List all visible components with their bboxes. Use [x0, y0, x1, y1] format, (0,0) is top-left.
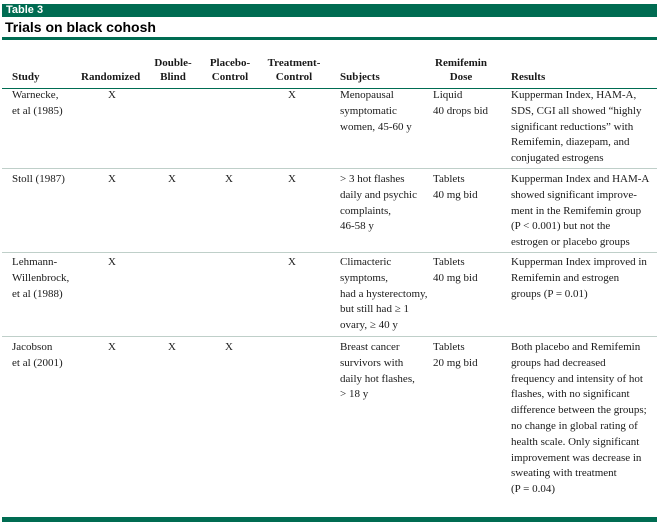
table-title: Trials on black cohosh: [5, 19, 156, 35]
row-3-subjects: Climacteric symptoms, had a hysterectomy, but still had ≥ 1 ovary, ≥ 40 y: [340, 256, 428, 332]
row-2-treatment-control: X: [288, 173, 296, 185]
row-1-study: Warnecke, et al (1985): [12, 89, 63, 117]
row-3-treatment-control: X: [288, 256, 296, 268]
row-4-placebo-control: X: [225, 341, 233, 353]
row-2-placebo-control: X: [225, 173, 233, 185]
row-divider: [2, 252, 657, 253]
row-3-dose: Tablets 40 mg bid: [433, 256, 478, 284]
row-4-results: Both placebo and Remifemin groups had decreased frequency and intensity of hot flashes, with no significant difference between the groups; no change in global rating of health scale. Only significant improvement was decrease in sweating with treatment (P = 0.04): [511, 341, 647, 496]
header-placebo-control: Placebo- Control: [209, 57, 251, 83]
row-1-results: Kupperman Index, HAM-A, SDS, CGI all showed “highly significant reductions” with Remifemin, diazepam, and conjugated estrogens: [511, 89, 642, 165]
header-study: Study: [12, 71, 40, 83]
row-2-subjects: > 3 hot flashes daily and psychic complaints, 46-58 y: [340, 173, 417, 233]
row-4-double-blind: X: [168, 341, 176, 353]
row-4-randomized: X: [108, 341, 116, 353]
row-3-randomized: X: [108, 256, 116, 268]
header-double-blind: Double- Blind: [154, 57, 192, 83]
row-1-dose: Liquid 40 drops bid: [433, 89, 488, 117]
header-randomized: Randomized: [81, 71, 141, 83]
row-1-randomized: X: [108, 89, 116, 101]
row-2-randomized: X: [108, 173, 116, 185]
top-rule: [2, 37, 657, 40]
row-1-subjects: Menopausal symptomatic women, 45-60 y: [340, 89, 412, 133]
header-remifemin-dose: Remifemin Dose: [435, 57, 487, 83]
row-divider: [2, 336, 657, 337]
row-4-study: Jacobson et al (2001): [12, 341, 63, 369]
row-4-subjects: Breast cancer survivors with daily hot flashes, > 18 y: [340, 341, 415, 401]
bottom-rule: [2, 517, 657, 522]
row-2-double-blind: X: [168, 173, 176, 185]
header-subjects: Subjects: [340, 71, 380, 83]
row-2-study: Stoll (1987): [12, 173, 65, 185]
row-2-dose: Tablets 40 mg bid: [433, 173, 478, 201]
header-results: Results: [511, 71, 546, 83]
row-3-results: Kupperman Index improved in Remifemin and estrogen groups (P = 0.01): [511, 256, 647, 300]
row-1-treatment-control: X: [288, 89, 296, 101]
row-2-results: Kupperman Index and HAM-A showed significant improve- ment in the Remifemin group (P < 0.001) but not the estrogen or placebo groups: [511, 173, 650, 249]
row-4-dose: Tablets 20 mg bid: [433, 341, 478, 369]
row-divider: [2, 168, 657, 169]
row-3-study: Lehmann- Willenbrock, et al (1988): [12, 256, 70, 300]
header-treatment-control: Treatment- Control: [267, 57, 321, 83]
table-label: Table 3: [2, 4, 657, 17]
